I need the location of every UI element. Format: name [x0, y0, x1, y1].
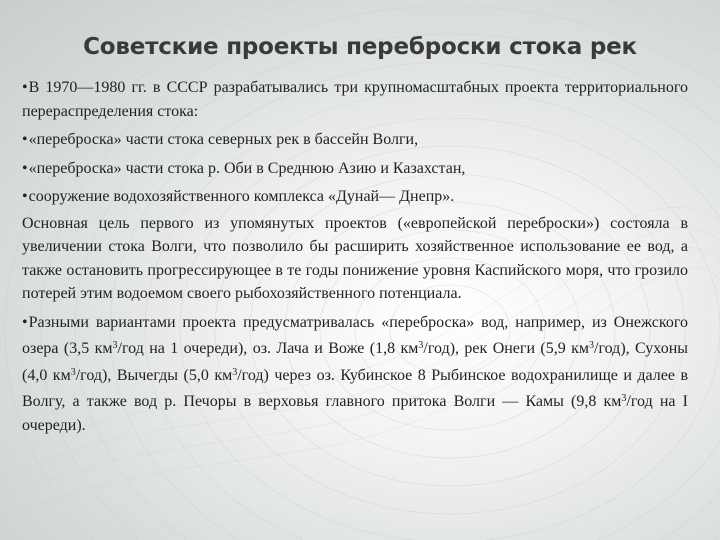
slide-title: Советские проекты переброски стока рек: [83, 34, 637, 60]
paragraph-text: «переброска» части стока р. Оби в Среднюю Азию и Казахстан,: [28, 159, 466, 177]
bullet-icon: •: [22, 159, 28, 177]
superscript-exponent: 3: [112, 340, 118, 351]
bullet-icon: •: [22, 188, 28, 205]
paragraph-text-part: /год на 1 очереди), оз. Лача и Воже (1,8 км: [117, 340, 419, 357]
bullet-paragraph-variants: [22, 311, 688, 438]
bullet-paragraph-north-rivers: [22, 128, 688, 152]
paragraph-text-part: /год), рек Онеги (5,9 км: [423, 340, 590, 357]
paragraph-main-goal: [22, 212, 688, 306]
bullet-icon: •: [22, 131, 28, 148]
paragraph-text-part: /год на I очереди).: [22, 393, 689, 434]
superscript-exponent: 3: [418, 340, 424, 351]
bullet-paragraph-danube-dnieper: [22, 185, 688, 209]
paragraph-text-part: Разными вариантами проекта предусматривалась «переброска» вод, например, из Онежского озера (3,5 км: [22, 313, 688, 357]
paragraph-text: сооружение водохозяйственного комплекса «Дунай— Днепр».: [28, 188, 455, 205]
superscript-exponent: 3: [232, 366, 238, 378]
paragraph-text: В 1970—1980 гг. в СССР разрабатывались три крупномасштабных проекта территориального перераспределения стока:: [22, 79, 688, 120]
paragraph-text-part: /год), Вычегды (5,0 км: [75, 366, 233, 384]
bullet-paragraph-ob: [22, 157, 688, 181]
slide-body: [22, 76, 688, 442]
paragraph-text-part: /год), Сухоны (4,0 км: [22, 340, 689, 384]
paragraph-text: Основная цель первого из упомянутых проектов («европейской переброски») состояла в увеличении стока Волги, что позволило бы расширить хозяйственное использование ее вод, а также остановить прогрессирующее в те годы понижение уровня Каспийского моря, что грозило потерей этим водоемом своего рыбохозяйственного потенциала.: [22, 214, 688, 302]
superscript-exponent: 3: [70, 366, 76, 378]
bullet-icon: •: [22, 79, 28, 96]
bullet-icon: •: [22, 313, 28, 331]
paragraph-text: «переброска» части стока северных рек в бассейн Волги,: [28, 131, 419, 148]
paragraph-text-part: /год) через оз. Кубинское 8 Рыбинское водохранилище и далее в Волгу, а также вод р. Печоры в верховья главного притока Волги — Камы (9,8 км: [22, 366, 689, 410]
superscript-exponent: 3: [589, 340, 595, 351]
superscript-exponent: 3: [621, 393, 627, 404]
bullet-paragraph-intro: [22, 76, 688, 123]
